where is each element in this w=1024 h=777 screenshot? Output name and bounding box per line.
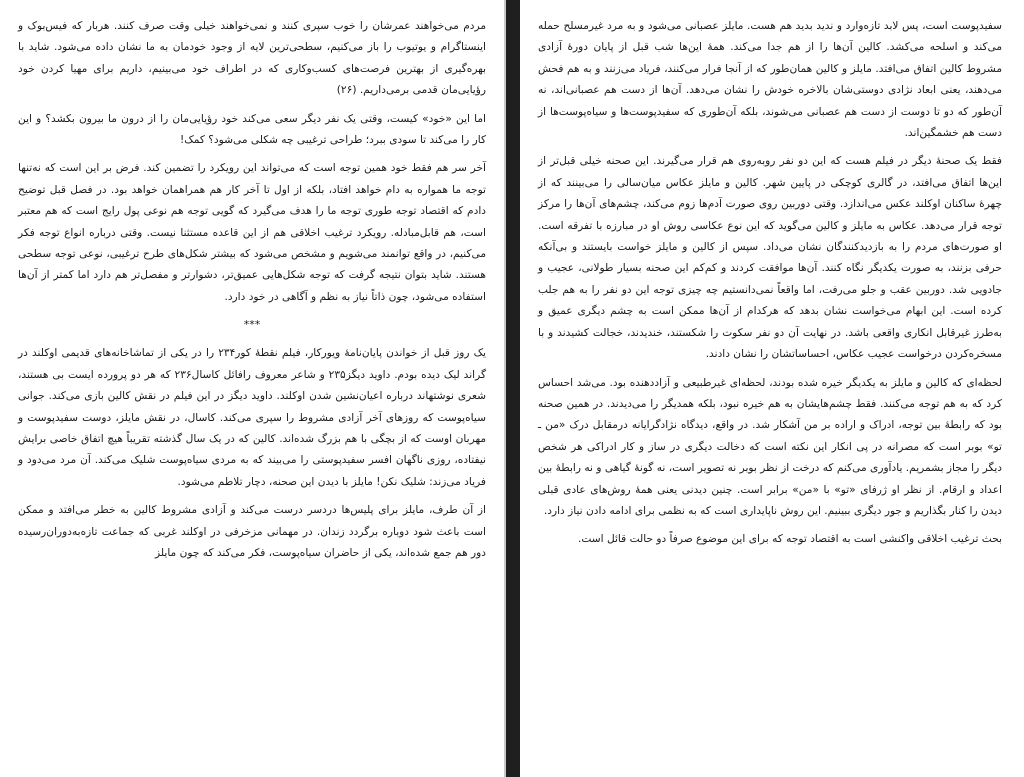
paragraph: یک روز قبل از خواندن پایان‌نامهٔ ویورکار، فیلم نقطهٔ کور۲۳۴ را در یکی از تماشاخانه‌های قدیمی اوکلند در گراند لیک دیده بودم. داوید دیگز۲۳۵ و شاعر معروف رافائل کاسال۲۳۶ که هر دو پرورده ایست بی هستند، شعری نوشتهاند درباره اعیان‌نشین شدن اوکلند. داوید دیگز در این فیلم در نقش کالین بازی می‌کند. جوانی سیاه‌پوست که روزهای آخر آزادی مشروط را سپری می‌کند. کاسال، در نقش مایلز، دوست سفیدپوست و مهربان اوست که از بچگی با هم بزرگ شده‌اند. کالین که در یک سال گذشته تقریباً هیچ اتفاق خاصی برایش نیفتاده، روزی ناگهان افسر سفیدپوستی را می‌بیند که به مردی سیاه‌پوست شلیک می‌کند. آن مرد می‌دود و فریاد می‌زند: شلیک نکن! مایلز با دیدن این صحنه، دچار تلاطم می‌شود. xyxy=(18,347,486,488)
paragraph: از آن طرف، مایلز برای پلیس‌ها دردسر درست می‌کند و آزادی مشروط کالین به خطر می‌افتد و ممکن است باعث شود دوباره برگردد زندان. در مهمانی مزخرفی در اوکلند غربی که جماعت تازه‌به‌دوران‌رسیده دور هم جمع شده‌اند، یکی از حاضران سیاه‌پوست، فکر می‌کند که چون مایلز xyxy=(18,504,486,559)
paragraph: بحث ترغیب اخلاقی واکنشی است به اقتصاد توجه که برای این موضوع صرفاً دو حالت قائل است. xyxy=(578,533,1002,546)
left-page xyxy=(0,0,506,777)
section-separator: *** xyxy=(243,318,261,332)
paragraph: مردم می‌خواهند عمرشان را خوب سپری کنند و نمی‌خواهند خیلی وقت صرف کنند. هربار که فیس‌بوک و اینستاگرام و یوتیوب را باز می‌کنیم، سطحی‌ترین لایه از وجود خودمان به ما نشان داده می‌شود. شاید با بهره‌گیری از بهترین فرصت‌های کسب‌وکاری که در اطراف خود می‌بینیم، داریم برای مهیا کردن خود رؤیایی‌مان قدمی برمی‌داریم. (۲۶) xyxy=(18,20,486,97)
paragraph: آخر سر هم فقط خود همین توجه است که می‌تواند این رویکرد را تضمین کند. فرض بر این است که نه‌تنها توجه ما همواره به دام خواهد افتاد، بلکه از اول تا آخر کار هم همراهمان خواهد بود. در فصل قبل توضیح دادم که اقتصاد توجه طوری توجه ما را هدف می‌گیرد که گویی توجه هم نوعی پول رایج است که هم معتبر است، هم قابل‌مبادله. رویکرد ترغیب اخلاقی هم از این قاعده مستثنا نیست. وقتی درباره انواع توجه فکر می‌کنیم، در واقع توانمند می‌شویم و مشخص می‌شود که بیشتر شکل‌های طرح ترغیبی، نوعی توجه سطحی هستند. شاید بتوان نتیجه گرفت که توجه شکل‌هایی عمیق‌تر، دشوارتر و مفصل‌تر هم دارد اما کمتر از آن‌ها استفاده می‌شود، چون ذاتاً نیاز به نظم و آگاهی در خود دارد. xyxy=(18,162,486,303)
paragraph: سفیدپوست است، پس لابد تازه‌وارد و ندید بدید هم هست. مایلز عصبانی می‌شود و به مرد غیرمسلح حمله می‌کند و اسلحه می‌کشد. کالین آن‌ها را از هم جدا می‌کند. همهٔ این‌ها شب قبل از پایان دورهٔ آزادی مشروط کالین اتفاق می‌افتد. مایلز و کالین همان‌طور که از آنجا فرار می‌کنند، فریاد می‌زنند و به هم فحش می‌دهند، یعنی ابعاد نژادی دوستی‌شان بالاخره خودش را نشان می‌دهد. آن‌ها از دست هم عصبانی‌اند، نه آن‌طور که دو تا دوست از دست هم عصبانی می‌شوند، بلکه آن‌طوری که سفیدپوست‌ها و سیاه‌پوست‌ها از دست هم خشمگین‌اند. xyxy=(538,20,1002,140)
right-page xyxy=(520,0,1024,777)
book-gutter xyxy=(506,0,520,777)
paragraph: اما این «خود» کیست، وقتی یک نفر دیگر سعی می‌کند خود رؤیایی‌مان را از درون ما بیرون بکشد؟ و این کار را می‌کند تا سودی ببرد؛ طراحی ترغیبی چه شکلی می‌شود؟ کمک! xyxy=(18,112,486,147)
paragraph: لحظه‌ای که کالین و مایلز به یکدیگر خیره شده بودند، لحظه‌ای غیرطبیعی و آزاددهنده بود. می‌شد احساس کرد که به هم توجه می‌کنند. فقط چشم‌هایشان به هم خیره نبود، بلکه همدیگر را می‌دیدند. در همین صحنه بود که رابطهٔ بین توجه، ادراک و اراده بر من آشکار شد. در واقع، دیدگاه نژادگرایانه درمقابل درک «من ـ تو» بوبر است که مصرانه در پی انکار این نکته است که دخالت دیگری در ساز و کار ادراکی هر شخص دیگر را مجاز بشمریم. یادآوری می‌کنم که درخت از نظر بوبر نه تصویر است، نه گونهٔ گیاهی و نه رابطهٔ بین اعداد و ارقام. از نظر او ژرفای «تو» با «من» برابر است. چنین دیدنی یعنی همهٔ روش‌های عادی قبلی دیدن را کنار بگذاریم و جور دیگری ببینیم. این روش ناپایداری است که به نظمی برای ادامه دادن نیاز دارد. xyxy=(538,376,1002,517)
paragraph: فقط یک صحنهٔ دیگر در فیلم هست که این دو نفر روبه‌روی هم قرار می‌گیرند. این صحنه خیلی قبل‌تر از این‌ها اتفاق می‌افتد، در گالری کوچکی در پایین شهر. کالین و مایلز عکاس میان‌سالی را می‌بینند که از چهرهٔ ساکنان اوکلند عکس می‌اندازد. وقتی دوربین روی صورت آدم‌ها زوم می‌کند، چشم‌های آن‌ها را مرکز توجه قرار می‌دهد. عکاس به مایلز و کالین می‌گوید که این نوع عکاسی روش او در مبارزه با تفرقه است. او صورت‌های مردم را به بازدیدکنندگان نشان می‌داد. سپس از کالین و مایلز خواست بایستند و بی‌آنکه حرفی بزنند، به صورت یکدیگر نگاه کنند. آن‌ها موافقت کردند و کم‌کم این صحنه بسیار طولانی، عجیب و جادویی شد. دوربین عقب و جلو می‌رفت، اما واقعاً نمی‌دانستیم چه چیزی توجه این دو نفر را به هم جلب کرده است. این ابهام می‌خواست نشان بدهد که هرکدام از آن‌ها ممکن است به چشم دیگری عمیق و به‌طرز غیرقابل انکاری واقعی باشد. در نهایت آن دو نفر سکوت را شکستند، خندیدند، خجالت کشیدند و با مسخره‌کردن درخواست عجیب عکاس، احساساتشان را نشان دادند. xyxy=(538,155,1002,361)
page-edge xyxy=(504,0,506,777)
